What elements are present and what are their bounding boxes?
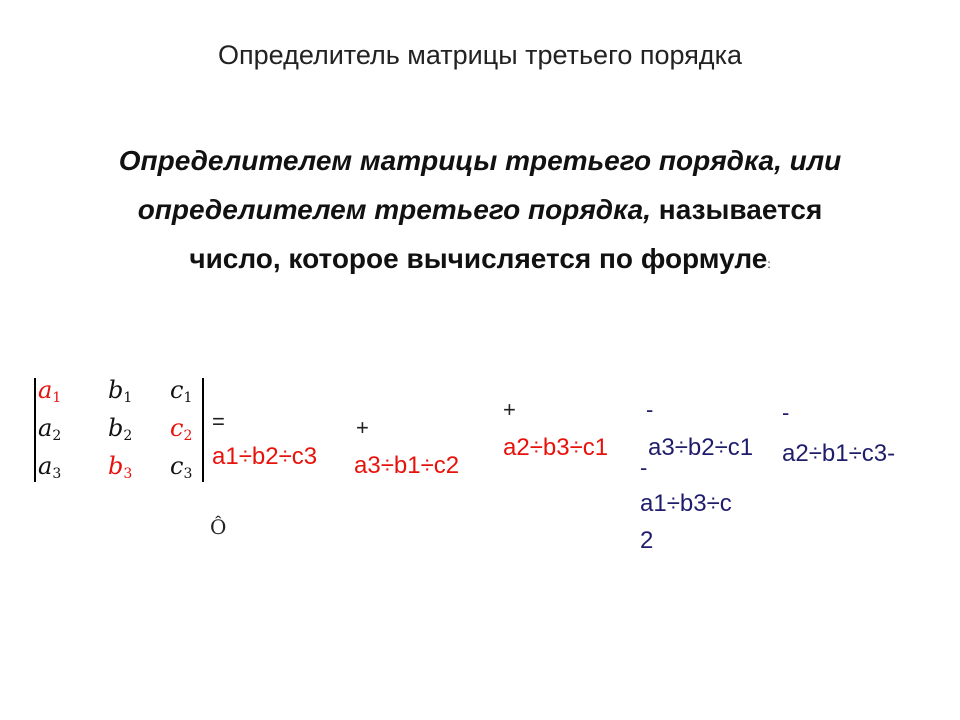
term-a1b2c3: a1÷b2÷c3 [212, 443, 318, 470]
matrix-cell-subscript: 2 [183, 428, 193, 444]
matrix-cell-subscript: 2 [123, 428, 133, 444]
term-a2b3c1: a2÷b3÷c1 [503, 434, 609, 461]
matrix-cell-c2 [170, 416, 192, 448]
matrix-cell-letter: b [108, 414, 124, 442]
matrix-cell-subscript: 1 [183, 390, 193, 406]
determinant-left-bar [34, 378, 36, 482]
matrix-cell-letter: a [38, 376, 53, 404]
matrix-cell-a3 [38, 454, 61, 486]
plus-sign-2: + [503, 397, 516, 422]
matrix-cell-b3 [108, 454, 132, 486]
matrix-cell-b2 [108, 416, 132, 448]
matrix-cell-subscript: 1 [123, 390, 133, 406]
equals-sign: = [212, 409, 225, 434]
definition-colon: : [767, 257, 771, 271]
stray-symbol: Ô [210, 515, 227, 539]
matrix-cell-letter: c [170, 452, 184, 480]
definition-regular: называется число, которое вычисляется по формуле [189, 194, 823, 274]
determinant-matrix [32, 374, 210, 486]
matrix-cell-a2 [38, 416, 61, 448]
matrix-cell-letter: c [170, 376, 184, 404]
matrix-cell-c1 [170, 378, 192, 410]
minus-sign-1: - [646, 397, 654, 422]
matrix-cell-letter: a [38, 452, 53, 480]
matrix-cell-subscript: 3 [183, 466, 193, 482]
matrix-cell-letter: b [108, 376, 124, 404]
minus-sign-2: - [782, 400, 790, 425]
matrix-cell-c3 [170, 454, 192, 486]
page-title: Определитель матрицы третьего порядка [218, 40, 742, 70]
term-a3b1c2: a3÷b1÷c2 [354, 452, 460, 479]
matrix-cell-b1 [108, 378, 132, 410]
matrix-cell-subscript: 1 [52, 390, 62, 406]
matrix-cell-subscript: 2 [52, 428, 62, 444]
plus-sign-1: + [356, 415, 369, 440]
term-a3b2c1: a3÷b2÷c1 [648, 434, 754, 461]
matrix-cell-subscript: 3 [52, 466, 62, 482]
matrix-cell-letter: a [38, 414, 53, 442]
minus-sign-3: - [640, 455, 648, 480]
term-a1b3c2-line2: 2 [640, 527, 654, 554]
matrix-cell-subscript: 3 [123, 466, 133, 482]
matrix-cell-letter: b [108, 452, 124, 480]
term-a1b3c2-line1: a1÷b3÷c [640, 490, 732, 517]
definition-italic: Определителем матрицы третьего порядка, или определителем третьего порядка, [118, 145, 842, 225]
definition-text [90, 136, 870, 289]
determinant-right-bar [202, 378, 204, 482]
term-a2b1c3: a2÷b1÷c3- [782, 440, 896, 467]
matrix-cell-letter: c [170, 414, 184, 442]
matrix-cell-a1 [38, 378, 61, 410]
